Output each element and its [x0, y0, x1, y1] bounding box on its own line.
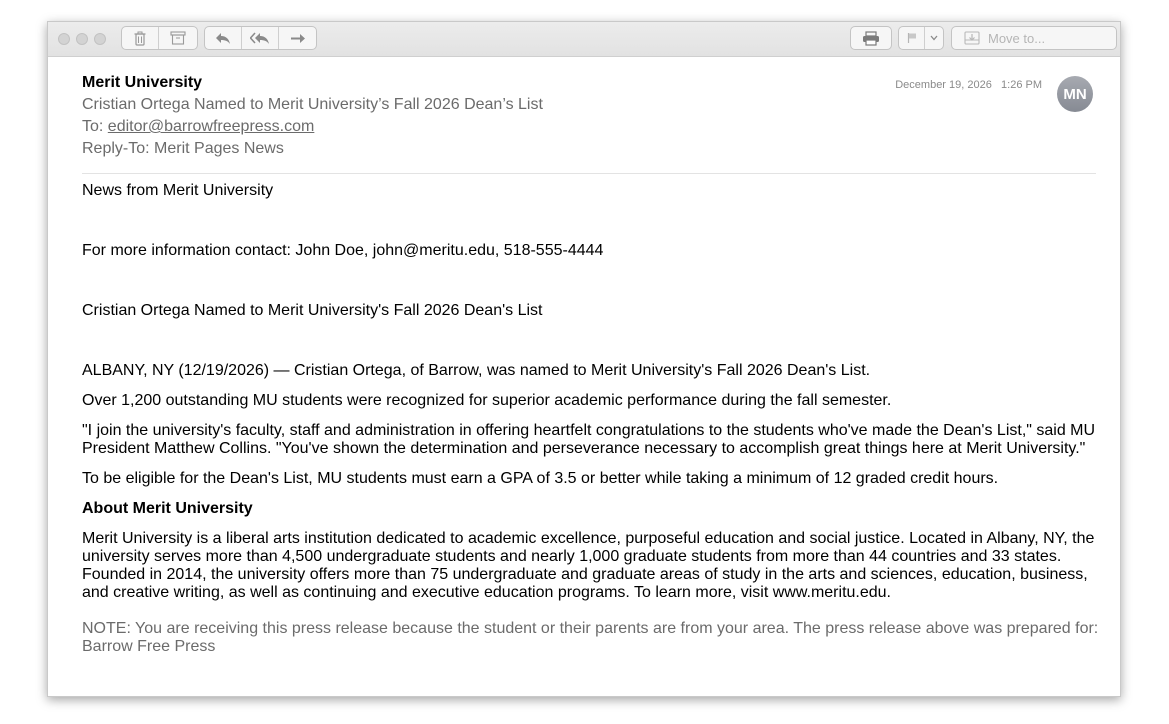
message-time: 1:26 PM	[1001, 79, 1042, 91]
body-contact: For more information contact: John Doe, john@meritu.edu, 518-555-4444	[82, 242, 604, 259]
zoom-window-button[interactable]	[94, 33, 106, 45]
delete-archive-group	[121, 26, 198, 50]
print-group	[850, 26, 892, 50]
archive-icon	[170, 31, 186, 45]
toolbar	[48, 22, 1120, 57]
sender-name: Merit University	[82, 74, 203, 91]
reply-all-icon	[250, 32, 270, 45]
body-headline: Cristian Ortega Named to Merit University's Fall 2026 Dean's List	[82, 302, 543, 319]
delete-button[interactable]	[122, 27, 159, 49]
close-window-button[interactable]	[58, 33, 70, 45]
flag-button[interactable]	[899, 27, 925, 49]
trash-icon	[133, 31, 147, 46]
archive-button[interactable]	[159, 27, 197, 49]
body-quote: "I join the university's faculty, staff and administration in offering heartfelt congratulations to the students who've made the Dean's List," said MU President Matthew Collins. "You've shown the determination and perseverance necessary to accomplish great things here at Merit University."	[82, 422, 1096, 457]
move-to-button[interactable]	[951, 26, 1117, 50]
reply-forward-group	[204, 26, 317, 50]
move-to-icon	[964, 31, 980, 45]
print-button[interactable]	[851, 27, 891, 49]
forward-icon	[290, 32, 306, 45]
avatar: MN	[1057, 76, 1093, 112]
flag-group	[898, 26, 944, 50]
about-text: Merit University is a liberal arts institution dedicated to academic excellence, purposeful education and social justice. Located in Albany, NY, the university serves more than 4,500 undergraduate students and nearly 1,000 graduate students from more than 44 countries and 33 states. Founded in 2014, the university offers more than 75 undergraduate and graduate areas of study in the arts and sciences, education, business, and creative writing, as well as continuing and executive education programs. To learn more, visit www.meritu.edu.	[82, 530, 1095, 601]
recipient-address-link[interactable]: editor@barrowfreepress.com	[107, 118, 315, 135]
header-divider	[82, 173, 1096, 174]
message-body	[82, 182, 1112, 656]
message-date: December 19, 2026	[895, 79, 992, 91]
reply-icon	[215, 32, 231, 45]
reply-button[interactable]	[205, 27, 242, 49]
to-label: To:	[82, 118, 108, 135]
minimize-window-button[interactable]	[76, 33, 88, 45]
body-recognition: Over 1,200 outstanding MU students were recognized for superior academic performance during the fall semester.	[82, 392, 892, 409]
body-intro: News from Merit University	[82, 182, 274, 199]
reply-all-button[interactable]	[242, 27, 279, 49]
move-to-label: Move to...	[988, 30, 1046, 46]
recipient-line	[82, 118, 314, 136]
reply-to-line: Reply-To: Merit Pages News	[82, 140, 284, 157]
mail-window	[47, 21, 1121, 697]
chevron-down-icon	[930, 35, 938, 41]
body-note: NOTE: You are receiving this press release because the student or their parents are from your area. The press release above was prepared for: Barrow Free Press	[82, 620, 1099, 655]
flag-icon	[907, 32, 917, 44]
forward-button[interactable]	[279, 27, 316, 49]
flag-dropdown-button[interactable]	[925, 27, 943, 49]
printer-icon	[862, 31, 880, 46]
message-timestamp	[895, 79, 1042, 91]
message-subject: Cristian Ortega Named to Merit University’s Fall 2026 Dean’s List	[82, 96, 543, 113]
body-dateline: ALBANY, NY (12/19/2026) — Cristian Ortega, of Barrow, was named to Merit University's Fall 2026 Dean's List.	[82, 362, 871, 379]
body-eligibility: To be eligible for the Dean's List, MU students must earn a GPA of 3.5 or better while taking a minimum of 12 graded credit hours.	[82, 470, 999, 487]
about-heading: About Merit University	[82, 500, 253, 517]
